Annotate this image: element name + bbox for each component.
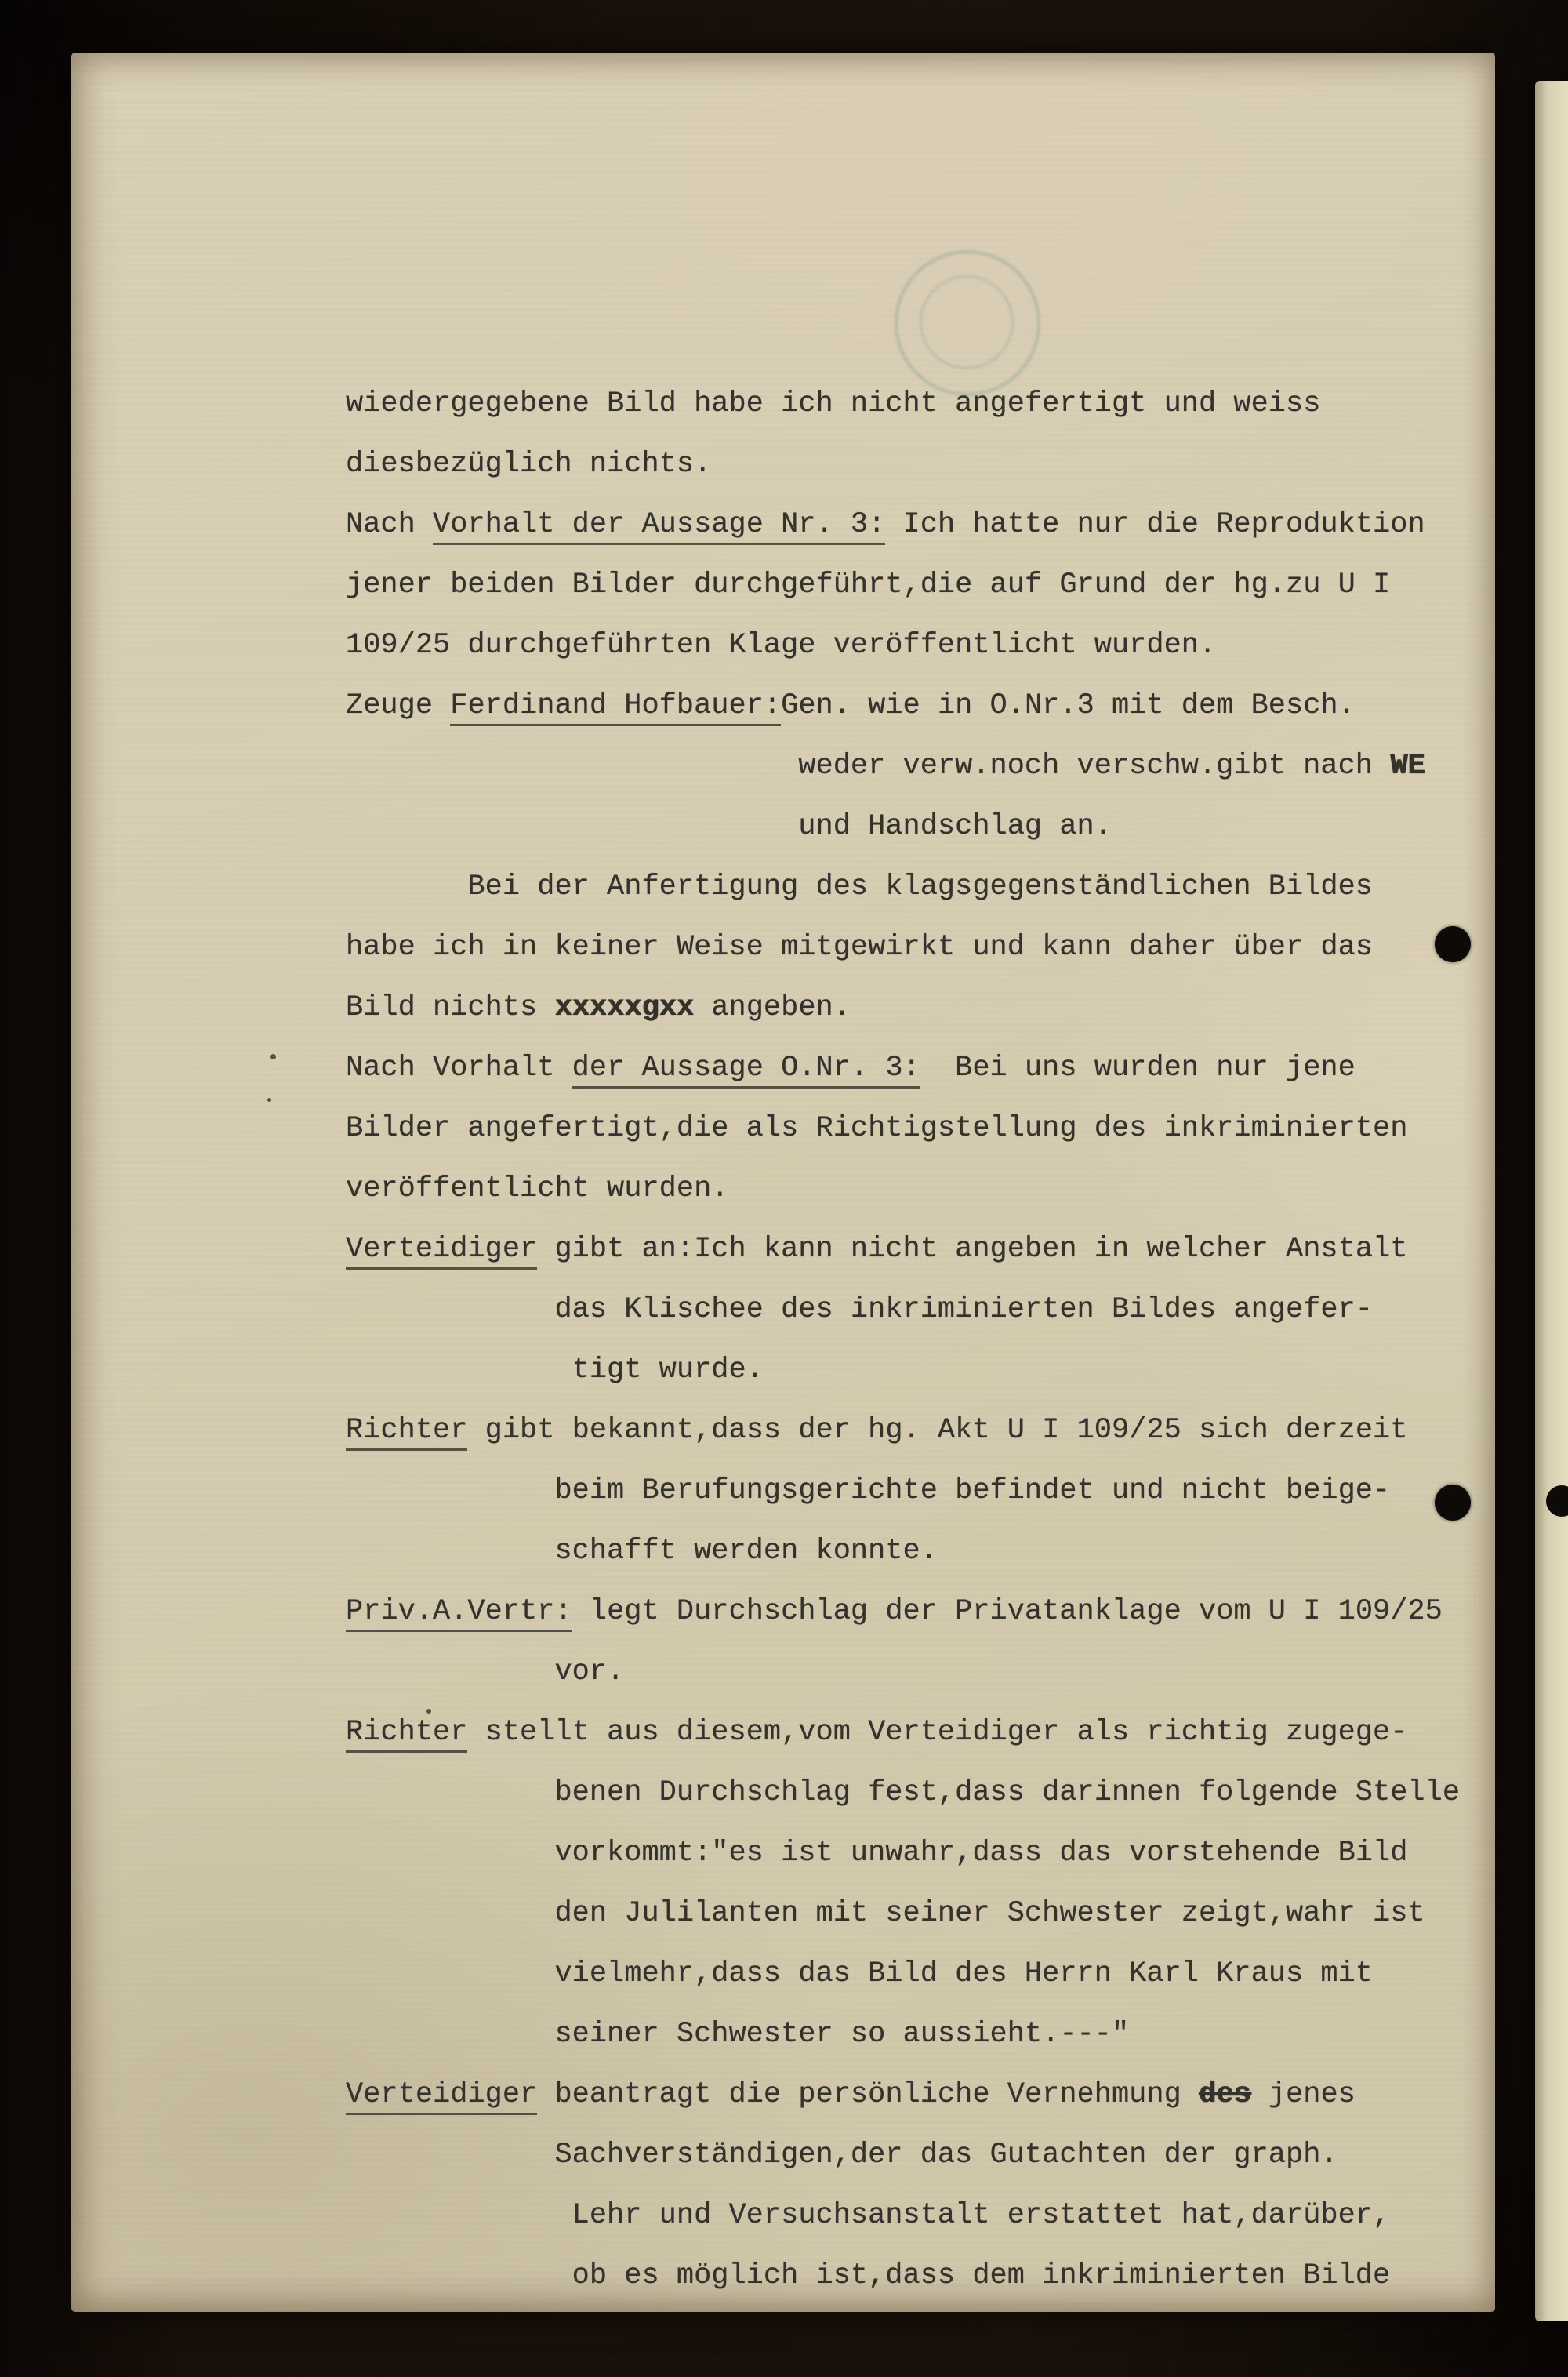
text-run: vielmehr,dass das Bild des Herrn Karl Kraus mit — [554, 1957, 1374, 1990]
text-run: schafft werden konnte. — [554, 1535, 938, 1568]
text-run: Lehr und Versuchsanstalt erstattet hat,darüber, — [572, 2199, 1391, 2232]
typewritten-text-block — [346, 374, 1467, 2306]
text-line — [346, 1884, 1467, 1944]
text-run: Ferdinand Hofbauer: — [450, 689, 781, 726]
text-run: benen Durchschlag fest,dass darinnen folgende Stelle — [554, 1776, 1461, 1809]
text-line — [346, 1099, 1467, 1159]
text-run: Bei uns wurden nur jene — [920, 1052, 1356, 1085]
paper-speck — [267, 1098, 271, 1102]
text-line — [346, 1642, 1467, 1703]
text-run: stellt aus diesem,vom Verteidiger als richtig zugege- — [467, 1716, 1408, 1749]
text-line — [346, 978, 1467, 1038]
text-run: WE — [1390, 750, 1425, 783]
text-line — [346, 1763, 1467, 1823]
text-line — [346, 1521, 1467, 1582]
hole-punch — [1435, 926, 1471, 962]
hole-punch — [1435, 1485, 1471, 1521]
text-line — [346, 1038, 1467, 1099]
text-line — [346, 1582, 1467, 1642]
text-line — [346, 797, 1467, 857]
text-run: Nach — [346, 508, 434, 541]
text-run: das Klischee des inkriminierten Bildes angefer- — [554, 1293, 1374, 1326]
text-line — [346, 1461, 1467, 1521]
text-line — [346, 2246, 1467, 2306]
text-run: Vorhalt der Aussage Nr. 3: — [433, 508, 885, 545]
text-run: Ich hatte nur die Reproduktion — [885, 508, 1425, 541]
text-run: Verteidiger — [346, 1233, 537, 1270]
text-run: vor. — [554, 1656, 625, 1688]
adjacent-page-edge — [1535, 81, 1568, 2321]
text-line — [346, 1703, 1467, 1763]
text-line — [346, 736, 1467, 797]
text-run: beim Berufungsgerichte befindet und nicht beige- — [554, 1474, 1391, 1507]
text-run: Priv.A.Vertr: — [346, 1595, 572, 1632]
text-run: seiner Schwester so aussieht.---" — [554, 2018, 1130, 2051]
text-run: des — [1199, 2078, 1251, 2111]
text-line — [346, 495, 1467, 555]
text-run: veröffentlicht wurden. — [346, 1172, 729, 1205]
text-line — [346, 676, 1467, 736]
document-page — [71, 53, 1495, 2312]
text-run: der Aussage O.Nr. 3: — [572, 1052, 920, 1089]
paper-speck — [270, 1054, 276, 1059]
text-line — [346, 374, 1467, 434]
text-run: Richter — [346, 1414, 467, 1451]
text-line — [346, 1280, 1467, 1340]
paper-speck — [426, 1709, 431, 1714]
text-run: wiedergegebene Bild habe ich nicht angefertigt und weiss — [346, 387, 1321, 420]
text-line — [346, 2125, 1467, 2186]
text-run: weder verw.noch verschw.gibt nach — [798, 750, 1391, 783]
text-line — [346, 1219, 1467, 1280]
text-run: vorkommt:"es ist unwahr,dass das vorstehende Bild — [554, 1837, 1408, 1870]
text-run: tigt wurde. — [572, 1354, 764, 1387]
text-line — [346, 2186, 1467, 2246]
text-run: und Handschlag an. — [798, 810, 1112, 843]
text-line — [346, 616, 1467, 676]
stamp-inner-ring-icon — [920, 275, 1014, 369]
text-run: jenes — [1250, 2078, 1356, 2111]
text-run: jener beiden Bilder durchgeführt,die auf Grund der hg.zu U I — [346, 569, 1391, 602]
text-line — [346, 555, 1467, 616]
text-line — [346, 1401, 1467, 1461]
text-run: ob es möglich ist,dass dem inkriminierten Bilde — [572, 2259, 1391, 2292]
text-run: beantragt die persönliche Vernehmung — [537, 2078, 1199, 2111]
text-line — [346, 1340, 1467, 1401]
text-run: gibt an:Ich kann nicht angeben in welcher Anstalt — [537, 1233, 1408, 1266]
text-run: Bild nichts — [346, 991, 555, 1024]
text-run: 109/25 durchgeführten Klage veröffentlicht wurden. — [346, 629, 1217, 662]
text-run: Richter — [346, 1716, 467, 1753]
text-run: legt Durchschlag der Privatanklage vom U I 109/25 — [572, 1595, 1443, 1628]
text-run: habe ich in keiner Weise mitgewirkt und kann daher über das — [346, 931, 1374, 964]
text-line — [346, 2004, 1467, 2065]
text-run: Sachverständigen,der das Gutachten der graph. — [554, 2139, 1338, 2172]
text-run: Verteidiger — [346, 2078, 537, 2115]
text-line — [346, 434, 1467, 495]
text-run: den Julilanten mit seiner Schwester zeigt,wahr ist — [554, 1897, 1425, 1930]
text-run: angeben. — [694, 991, 851, 1024]
text-line — [346, 2065, 1467, 2125]
text-run: xxxxxgxx — [554, 991, 695, 1024]
text-run: Gen. wie in O.Nr.3 mit dem Besch. — [781, 689, 1356, 722]
text-line — [346, 918, 1467, 978]
text-run: Nach Vorhalt — [346, 1052, 572, 1085]
text-line — [346, 1823, 1467, 1884]
text-run: gibt bekannt,dass der hg. Akt U I 109/25 sich derzeit — [467, 1414, 1408, 1447]
text-run: Bilder angefertigt,die als Richtigstellung des inkriminierten — [346, 1112, 1408, 1145]
text-line — [346, 1944, 1467, 2004]
text-line — [346, 857, 1467, 918]
text-run: Bei der Anfertigung des klagsgegenständlichen Bildes — [467, 870, 1374, 903]
text-run: Zeuge — [346, 689, 451, 722]
text-line — [346, 1159, 1467, 1219]
text-run: diesbezüglich nichts. — [346, 448, 712, 481]
